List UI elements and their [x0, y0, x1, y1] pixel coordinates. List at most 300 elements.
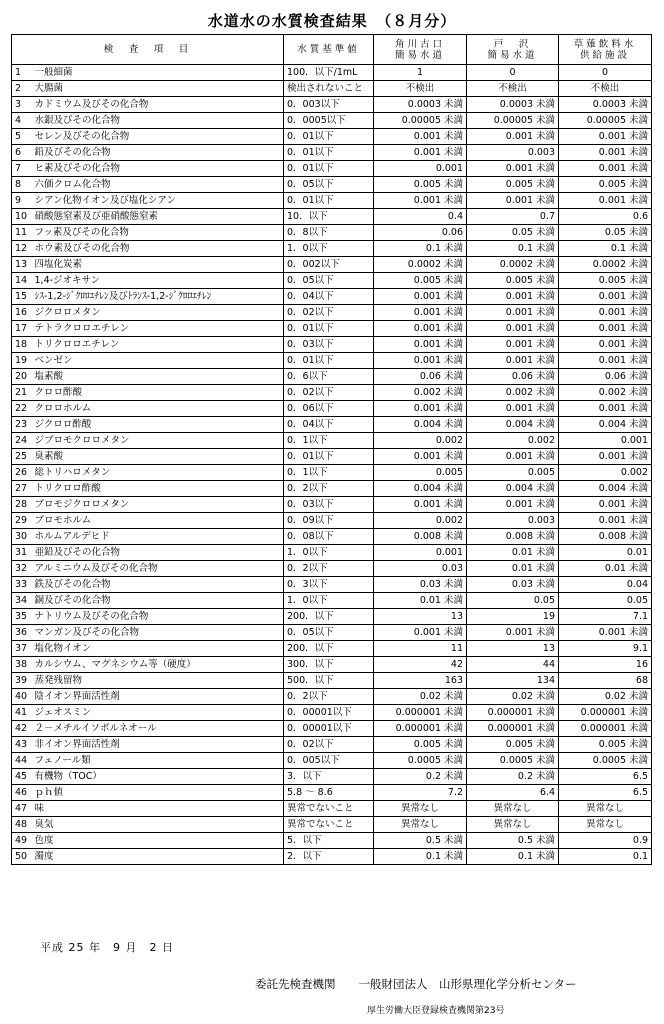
row-value-kusanagi: 0.001 未満 [559, 497, 652, 513]
row-standard: 異常でないこと [284, 817, 374, 833]
row-standard: 0．00001以下 [284, 721, 374, 737]
table-row [12, 561, 652, 577]
header-standard: 水質基準値 [284, 35, 374, 65]
row-value-tozawa: 0.001 未満 [467, 321, 559, 337]
row-number: 44 [12, 753, 32, 769]
row-value-kusanagi: 0.001 未満 [559, 513, 652, 529]
row-value-tozawa: 0.005 [467, 465, 559, 481]
row-standard: 3．以下 [284, 769, 374, 785]
row-value-kusanagi: 9.1 [559, 641, 652, 657]
row-standard: 0．2以下 [284, 481, 374, 497]
row-number: 3 [12, 97, 32, 113]
row-number: 24 [12, 433, 32, 449]
row-item: 硝酸態窒素及び亜硝酸態窒素 [32, 209, 284, 225]
row-number: 6 [12, 145, 32, 161]
header-kusanagi [559, 35, 652, 65]
row-value-tozawa: 0.004 未満 [467, 417, 559, 433]
row-item: ベンゼン [32, 353, 284, 369]
row-value-kadokawa: 0.001 未満 [374, 449, 467, 465]
row-value-kusanagi: 0.001 未満 [559, 145, 652, 161]
header-item: 検 査 項 目 [12, 35, 284, 65]
row-value-kusanagi: 68 [559, 673, 652, 689]
row-value-tozawa: 異常なし [467, 817, 559, 833]
header-tozawa-line2: 簡易水道 [487, 49, 538, 61]
row-item: セレン及びその化合物 [32, 129, 284, 145]
row-standard: 5．以下 [284, 833, 374, 849]
row-value-tozawa: 0.05 未満 [467, 225, 559, 241]
row-value-kusanagi: 16 [559, 657, 652, 673]
row-number: 15 [12, 289, 32, 305]
table-row [12, 801, 652, 817]
table-row [12, 193, 652, 209]
row-value-kadokawa: 0.02 未満 [374, 689, 467, 705]
row-value-kusanagi: 0.001 未満 [559, 401, 652, 417]
row-standard: 0．0005以下 [284, 113, 374, 129]
row-value-kusanagi: 0.05 未満 [559, 225, 652, 241]
table-row [12, 593, 652, 609]
row-value-tozawa: 0.00005 未満 [467, 113, 559, 129]
row-number: 20 [12, 369, 32, 385]
row-number: 10 [12, 209, 32, 225]
row-standard: 0．03以下 [284, 337, 374, 353]
row-value-tozawa: 0.001 未満 [467, 401, 559, 417]
row-item: 水銀及びその化合物 [32, 113, 284, 129]
row-item: ジクロロ酢酸 [32, 417, 284, 433]
row-number: 14 [12, 273, 32, 289]
table-row [12, 401, 652, 417]
row-value-kusanagi: 異常なし [559, 801, 652, 817]
row-number: 42 [12, 721, 32, 737]
row-item: 大腸菌 [32, 81, 284, 97]
row-standard: 0．02以下 [284, 305, 374, 321]
row-number: 27 [12, 481, 32, 497]
row-value-tozawa: 0.000001 未満 [467, 721, 559, 737]
row-item: ジクロロメタン [32, 305, 284, 321]
row-item: 鉛及びその化合物 [32, 145, 284, 161]
row-value-tozawa: 0.05 [467, 593, 559, 609]
row-standard: 0．005以下 [284, 753, 374, 769]
row-value-kadokawa: 0.001 未満 [374, 497, 467, 513]
row-item: フェノール類 [32, 753, 284, 769]
table-row [12, 225, 652, 241]
row-number: 7 [12, 161, 32, 177]
row-item: 四塩化炭素 [32, 257, 284, 273]
row-item: 臭素酸 [32, 449, 284, 465]
table-row [12, 337, 652, 353]
row-item: ホルムアルデヒド [32, 529, 284, 545]
row-value-tozawa: 0.001 未満 [467, 353, 559, 369]
table-row [12, 161, 652, 177]
row-number: 39 [12, 673, 32, 689]
row-number: 23 [12, 417, 32, 433]
row-value-kusanagi: 0.005 未満 [559, 177, 652, 193]
header-kadokawa-line2: 簡易水道 [395, 49, 446, 61]
row-value-tozawa: 0.001 未満 [467, 625, 559, 641]
table-row [12, 849, 652, 865]
row-value-tozawa: 異常なし [467, 801, 559, 817]
table-row [12, 113, 652, 129]
row-value-tozawa: 0.003 [467, 145, 559, 161]
row-number: 4 [12, 113, 32, 129]
row-standard: 200．以下 [284, 641, 374, 657]
row-number: 46 [12, 785, 32, 801]
row-standard: 2．以下 [284, 849, 374, 865]
row-standard: 0．06以下 [284, 401, 374, 417]
row-value-kusanagi: 0.0003 未満 [559, 97, 652, 113]
testing-organization: 委託先検査機関 一般財団法人 山形県理化学分析センター [255, 977, 577, 991]
row-value-kusanagi: 0.005 未満 [559, 737, 652, 753]
row-value-kadokawa: 163 [374, 673, 467, 689]
row-number: 21 [12, 385, 32, 401]
row-value-tozawa: 0.06 未満 [467, 369, 559, 385]
row-item: 鉄及びその化合物 [32, 577, 284, 593]
row-value-kadokawa: 0.001 未満 [374, 353, 467, 369]
row-value-kusanagi: 0.001 未満 [559, 289, 652, 305]
row-value-kadokawa: 0.005 [374, 465, 467, 481]
row-item: フッ素及びその化合物 [32, 225, 284, 241]
row-number: 50 [12, 849, 32, 865]
table-row [12, 385, 652, 401]
table-row [12, 721, 652, 737]
row-number: 48 [12, 817, 32, 833]
row-item: ヒ素及びその化合物 [32, 161, 284, 177]
row-value-tozawa: 0.005 未満 [467, 273, 559, 289]
row-number: 26 [12, 465, 32, 481]
row-standard: 0．3以下 [284, 577, 374, 593]
row-item: 色度 [32, 833, 284, 849]
row-value-kadokawa: 0.2 未満 [374, 769, 467, 785]
row-item: 塩化物イオン [32, 641, 284, 657]
row-value-tozawa: 0.01 未満 [467, 545, 559, 561]
row-value-kadokawa: 0.001 未満 [374, 401, 467, 417]
row-item: マンガン及びその化合物 [32, 625, 284, 641]
row-value-kusanagi: 0.9 [559, 833, 652, 849]
row-standard: 0．2以下 [284, 561, 374, 577]
row-value-kadokawa: 0.000001 未満 [374, 721, 467, 737]
table-row [12, 689, 652, 705]
row-number: 12 [12, 241, 32, 257]
row-value-kusanagi: 0.001 未満 [559, 353, 652, 369]
row-value-kusanagi: 0.04 [559, 577, 652, 593]
row-value-kusanagi: 0.6 [559, 209, 652, 225]
row-item: カドミウム及びその化合物 [32, 97, 284, 113]
row-value-kadokawa: 0.001 未満 [374, 337, 467, 353]
row-standard: 300．以下 [284, 657, 374, 673]
table-row [12, 769, 652, 785]
row-value-kusanagi: 0.000001 未満 [559, 705, 652, 721]
row-standard: 1．0以下 [284, 593, 374, 609]
row-number: 25 [12, 449, 32, 465]
row-value-kusanagi: 0.0002 未満 [559, 257, 652, 273]
header-kadokawa-line1: 角川古口 [395, 38, 446, 50]
row-value-kadokawa: 0.0003 未満 [374, 97, 467, 113]
row-standard: 0．01以下 [284, 161, 374, 177]
row-standard: 0．04以下 [284, 289, 374, 305]
header-kadokawa [374, 35, 467, 65]
row-value-tozawa: 0.001 未満 [467, 337, 559, 353]
row-value-tozawa: 0.001 未満 [467, 497, 559, 513]
row-standard: 0．1以下 [284, 465, 374, 481]
row-number: 33 [12, 577, 32, 593]
row-value-kusanagi: 0.001 未満 [559, 129, 652, 145]
table-row [12, 449, 652, 465]
table-row [12, 145, 652, 161]
row-value-kadokawa: 0.1 未満 [374, 849, 467, 865]
row-standard: 0．8以下 [284, 225, 374, 241]
row-value-kusanagi: 6.5 [559, 769, 652, 785]
row-value-tozawa: 0.5 未満 [467, 833, 559, 849]
row-number: 35 [12, 609, 32, 625]
row-value-tozawa: 0.001 未満 [467, 289, 559, 305]
row-value-kadokawa: 0.00005 未満 [374, 113, 467, 129]
row-value-kadokawa: 0.000001 未満 [374, 705, 467, 721]
row-standard: 0．002以下 [284, 257, 374, 273]
row-value-kadokawa: 0.001 未満 [374, 193, 467, 209]
row-item: 臭気 [32, 817, 284, 833]
row-value-kadokawa: 0.004 未満 [374, 481, 467, 497]
table-row [12, 353, 652, 369]
row-item: ブロモジクロロメタン [32, 497, 284, 513]
row-standard: 1．0以下 [284, 241, 374, 257]
row-value-kusanagi: 0.002 [559, 465, 652, 481]
row-standard: 異常でないこと [284, 801, 374, 817]
table-row [12, 97, 652, 113]
row-value-tozawa: 0.0005 未満 [467, 753, 559, 769]
row-number: 11 [12, 225, 32, 241]
row-standard: 0．01以下 [284, 145, 374, 161]
row-value-tozawa: 0 [467, 65, 559, 81]
row-value-tozawa: 0.008 未満 [467, 529, 559, 545]
row-value-kusanagi: 0.0005 未満 [559, 753, 652, 769]
table-row [12, 609, 652, 625]
table-row [12, 657, 652, 673]
row-item: ｼｽ-1,2-ｼﾞｸﾛﾛｴﾁﾚﾝ及びﾄﾗﾝｽ-1,2-ｼﾞｸﾛﾛｴﾁﾚﾝ [32, 289, 284, 305]
row-item: クロロホルム [32, 401, 284, 417]
row-item: 濁度 [32, 849, 284, 865]
table-row [12, 273, 652, 289]
row-value-kadokawa: 0.001 [374, 545, 467, 561]
header-tozawa [467, 35, 559, 65]
row-standard: 10．以下 [284, 209, 374, 225]
row-number: 49 [12, 833, 32, 849]
row-value-kadokawa: 異常なし [374, 817, 467, 833]
table-row [12, 65, 652, 81]
row-value-kusanagi: 0.000001 未満 [559, 721, 652, 737]
row-number: 36 [12, 625, 32, 641]
row-item: 非イオン界面活性剤 [32, 737, 284, 753]
table-row [12, 833, 652, 849]
table-row [12, 481, 652, 497]
row-standard: 0．02以下 [284, 737, 374, 753]
row-value-tozawa: 6.4 [467, 785, 559, 801]
row-number: 28 [12, 497, 32, 513]
row-value-tozawa: 19 [467, 609, 559, 625]
row-standard: 0．003以下 [284, 97, 374, 113]
row-value-kusanagi: 0 [559, 65, 652, 81]
row-value-kusanagi: 0.001 未満 [559, 625, 652, 641]
row-value-tozawa: 0.005 未満 [467, 737, 559, 753]
row-value-kadokawa: 0.001 未満 [374, 305, 467, 321]
row-number: 40 [12, 689, 32, 705]
row-standard: 0．01以下 [284, 353, 374, 369]
row-number: 5 [12, 129, 32, 145]
row-standard: 検出されないこと [284, 81, 374, 97]
row-item: ２－メチルイソボルネオール [32, 721, 284, 737]
table-row [12, 209, 652, 225]
page-title: 水道水の水質検査結果 （８月分） [207, 12, 457, 30]
row-value-tozawa: 0.0003 未満 [467, 97, 559, 113]
row-value-kadokawa: 0.005 未満 [374, 737, 467, 753]
row-value-kadokawa: 0.001 未満 [374, 129, 467, 145]
row-number: 19 [12, 353, 32, 369]
row-item: 六価クロム化合物 [32, 177, 284, 193]
row-value-tozawa: 13 [467, 641, 559, 657]
row-standard: 5.8 ～ 8.6 [284, 785, 374, 801]
row-item: ｐｈ値 [32, 785, 284, 801]
row-item: ナトリウム及びその化合物 [32, 609, 284, 625]
row-standard: 200．以下 [284, 609, 374, 625]
row-value-kusanagi: 0.004 未満 [559, 417, 652, 433]
row-value-kusanagi: 0.00005 未満 [559, 113, 652, 129]
registration-number: 厚生労働大臣登録検査機関第23号 [367, 1006, 505, 1016]
row-item: 有機物（TOC） [32, 769, 284, 785]
row-item: クロロ酢酸 [32, 385, 284, 401]
table-row [12, 129, 652, 145]
row-value-tozawa: 0.001 未満 [467, 193, 559, 209]
row-value-kusanagi: 0.005 未満 [559, 273, 652, 289]
row-item: アルミニウム及びその化合物 [32, 561, 284, 577]
row-number: 1 [12, 65, 32, 81]
row-item: 一般細菌 [32, 65, 284, 81]
row-value-kadokawa: 1 [374, 65, 467, 81]
table-row [12, 753, 652, 769]
row-number: 34 [12, 593, 32, 609]
row-value-kadokawa: 0.1 未満 [374, 241, 467, 257]
table-row [12, 465, 652, 481]
row-value-kusanagi: 0.001 未満 [559, 321, 652, 337]
row-value-kadokawa: 0.002 [374, 513, 467, 529]
row-value-tozawa: 0.0002 未満 [467, 257, 559, 273]
table-row [12, 577, 652, 593]
row-value-tozawa: 134 [467, 673, 559, 689]
row-value-tozawa: 0.005 未満 [467, 177, 559, 193]
row-standard: 0．01以下 [284, 449, 374, 465]
row-value-kusanagi: 0.01 [559, 545, 652, 561]
table-row [12, 81, 652, 97]
row-value-tozawa: 0.001 未満 [467, 305, 559, 321]
row-number: 38 [12, 657, 32, 673]
row-item: カルシウム、マグネシウム等（硬度） [32, 657, 284, 673]
table-row [12, 305, 652, 321]
row-number: 45 [12, 769, 32, 785]
row-value-kusanagi: 0.004 未満 [559, 481, 652, 497]
row-number: 16 [12, 305, 32, 321]
row-number: 47 [12, 801, 32, 817]
row-value-kadokawa: 0.001 未満 [374, 145, 467, 161]
row-value-kusanagi: 0.001 [559, 433, 652, 449]
table-row [12, 513, 652, 529]
row-value-tozawa: 0.001 未満 [467, 449, 559, 465]
table-row [12, 785, 652, 801]
row-value-kusanagi: 0.1 未満 [559, 241, 652, 257]
row-value-kadokawa: 42 [374, 657, 467, 673]
row-value-kusanagi: 0.001 未満 [559, 449, 652, 465]
row-value-kadokawa: 0.4 [374, 209, 467, 225]
row-number: 9 [12, 193, 32, 209]
header-kusanagi-line1: 草薙飲料水 [573, 38, 637, 50]
table-body [12, 65, 652, 865]
table-row [12, 545, 652, 561]
row-value-tozawa: 0.001 未満 [467, 161, 559, 177]
row-number: 13 [12, 257, 32, 273]
row-item: シアン化物イオン及び塩化シアン [32, 193, 284, 209]
row-value-kadokawa: 0.01 未満 [374, 593, 467, 609]
row-value-kadokawa: 0.001 未満 [374, 289, 467, 305]
table-row [12, 705, 652, 721]
row-number: 8 [12, 177, 32, 193]
row-value-kadokawa: 0.001 未満 [374, 321, 467, 337]
table-row [12, 417, 652, 433]
table-row [12, 433, 652, 449]
row-value-tozawa: 0.02 未満 [467, 689, 559, 705]
table-header-row [12, 35, 652, 65]
row-number: 18 [12, 337, 32, 353]
row-value-kadokawa: 0.002 [374, 433, 467, 449]
row-item: トリクロロ酢酸 [32, 481, 284, 497]
header-kusanagi-line2: 供給施設 [580, 49, 631, 61]
row-standard: 0．01以下 [284, 193, 374, 209]
row-standard: 0．08以下 [284, 529, 374, 545]
row-standard: 0．04以下 [284, 417, 374, 433]
row-item: 蒸発残留物 [32, 673, 284, 689]
row-value-kusanagi: 0.02 未満 [559, 689, 652, 705]
results-table [11, 34, 652, 865]
row-value-tozawa: 0.1 未満 [467, 849, 559, 865]
row-value-tozawa: 44 [467, 657, 559, 673]
row-value-kusanagi: 7.1 [559, 609, 652, 625]
table-row [12, 369, 652, 385]
table-row [12, 641, 652, 657]
row-standard: 0．01以下 [284, 129, 374, 145]
row-standard: 0．09以下 [284, 513, 374, 529]
table-row [12, 529, 652, 545]
row-item: トリクロロエチレン [32, 337, 284, 353]
row-value-kusanagi: 0.002 未満 [559, 385, 652, 401]
row-number: 29 [12, 513, 32, 529]
table-row [12, 673, 652, 689]
row-value-kusanagi: 0.05 [559, 593, 652, 609]
row-item: 陰イオン界面活性剤 [32, 689, 284, 705]
row-value-kadokawa: 13 [374, 609, 467, 625]
row-value-kusanagi: 0.01 未満 [559, 561, 652, 577]
row-value-tozawa: 0.000001 未満 [467, 705, 559, 721]
row-number: 31 [12, 545, 32, 561]
row-value-kadokawa: 0.03 未満 [374, 577, 467, 593]
row-number: 32 [12, 561, 32, 577]
row-number: 2 [12, 81, 32, 97]
table-row [12, 241, 652, 257]
table-row [12, 177, 652, 193]
row-value-kusanagi: 0.001 未満 [559, 337, 652, 353]
row-number: 30 [12, 529, 32, 545]
row-value-kadokawa: 0.002 未満 [374, 385, 467, 401]
row-value-kadokawa: 11 [374, 641, 467, 657]
table-row [12, 289, 652, 305]
row-standard: 100．以下/1mL [284, 65, 374, 81]
row-value-tozawa: 0.004 未満 [467, 481, 559, 497]
row-item: 味 [32, 801, 284, 817]
row-value-kadokawa: 不検出 [374, 81, 467, 97]
